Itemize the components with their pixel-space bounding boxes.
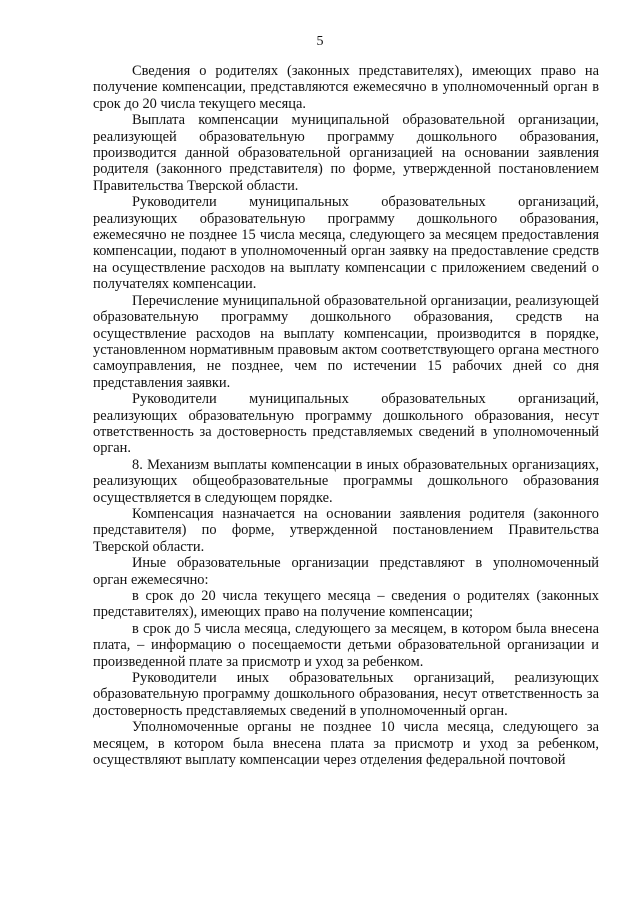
document-body (93, 63, 599, 768)
paragraph-parent-info: Сведения о родителях (законных представителях), имеющих право на получение компенсации, представляются ежемесячно в уполномоченный орган в срок до 20 числа текущего месяца. (93, 63, 599, 112)
paragraph-other-orgs-submit: Иные образовательные организации представляют в уполномоченный орган ежемесячно: (93, 555, 599, 588)
paragraph-municipal-request: Руководители муниципальных образовательных организаций, реализующих образовательную программу дошкольного образования, ежемесячно не позднее 15 числа месяца, следующего за месяцем предоставления компенсации, подают в уполномоченный орган заявку на предоставление средств на осуществление расходов на выплату компенсации с приложением сведений о получателях компенсации. (93, 194, 599, 293)
paragraph-authorized-payment: Уполномоченные органы не позднее 10 числа месяца, следующего за месяцем, в котором была внесена плата за присмотр и уход за ребенком, осуществляют выплату компенсации через отделения федеральной почтовой (93, 719, 599, 769)
paragraph-deadline-20: в срок до 20 числа текущего месяца – сведения о родителях (законных представителях), имеющих право на получение компенсации; (93, 588, 599, 621)
paragraph-application: Компенсация назначается на основании заявления родителя (законного представителя) по форме, утвержденной постановлением Правительства Тверской области. (93, 505, 599, 555)
paragraph-municipal-responsibility: Руководители муниципальных образовательных организаций, реализующих образовательную программу дошкольного образования, несут ответственность за достоверность представляемых сведений в уполномоченный орган. (93, 391, 599, 457)
paragraph-municipal-transfer: Перечисление муниципальной образовательной организации, реализующей образовательную программу дошкольного образования, средств на осуществление расходов на выплату компенсации, производится в порядке, установленном нормативным правовым актом соответствующего органа местного самоуправления, не позднее, чем по истечении 15 рабочих дней со дня представления заявки. (93, 292, 599, 391)
paragraph-municipal-payment: Выплата компенсации муниципальной образовательной организации, реализующей образовательную программу дошкольного образования, производится данной образовательной организацией на основании заявления родителя (законного представителя) по форме, утвержденной постановлением Правительства Тверской области. (93, 112, 599, 194)
paragraph-section-8: 8. Механизм выплаты компенсации в иных образовательных организациях, реализующих общеобразовательные программы дошкольного образования осуществляется в следующем порядке. (93, 456, 599, 506)
paragraph-other-responsibility: Руководители иных образовательных организаций, реализующих образовательную программу дошкольного образования, несут ответственность за достоверность представляемых сведений в уполномоченный орган. (93, 670, 599, 719)
paragraph-deadline-5: в срок до 5 числа месяца, следующего за месяцем, в котором была внесена плата, – информацию о посещаемости детьми образовательной организации и произведенной плате за присмотр и уход за ребенком. (93, 620, 599, 670)
page-number: 5 (316, 34, 324, 49)
